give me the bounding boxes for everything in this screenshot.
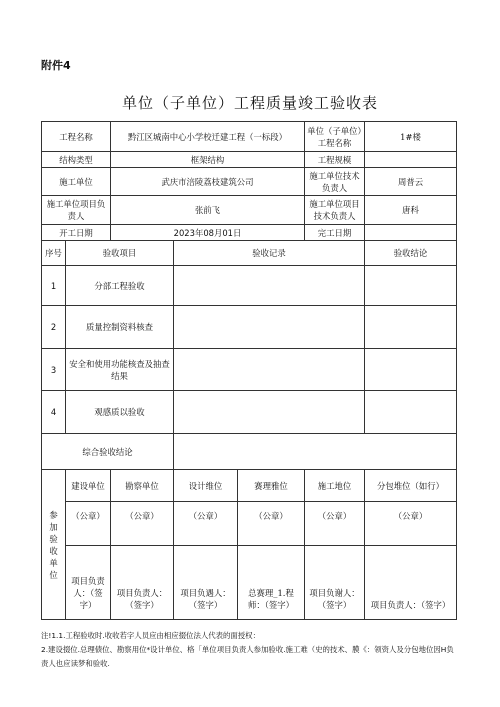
- seal-placeholder: （公章）: [305, 502, 365, 546]
- finish-date-label: 完工日期: [305, 225, 365, 241]
- row-unit-names: [42, 470, 457, 502]
- unit-name: 建设单位: [66, 470, 111, 502]
- form-title: 单位（子单位）工程质量竣工验收表: [121, 94, 378, 112]
- footnote-2: 2.建设掇位.总理债位、勘察用位*设计单位、格「单位项目负责人参加验收.施工难（史的技术、膜《：领资人及分包地位因H负责人也应读梦和验收.: [41, 645, 454, 668]
- unit-name: 分包堆位（如行）: [365, 470, 457, 502]
- annex-label: 附件4: [41, 59, 71, 72]
- row-dates: [42, 225, 457, 241]
- seal-placeholder: （公章）: [111, 502, 174, 546]
- participants-label-text: 参 加 验 收 单 位: [49, 509, 58, 580]
- item-conclusion[interactable]: [365, 306, 457, 349]
- seal-placeholder: （公章）: [66, 502, 111, 546]
- item-number: 4: [42, 391, 66, 434]
- finish-date-value: [365, 225, 457, 241]
- item-header: 验收项目: [66, 241, 174, 266]
- footnote-1: 注!1.1.工程验收时.收收若字人员应由相应掇位法人代表的面授权：: [41, 631, 260, 640]
- contractor-value: 武庆市涪陵荔枝建筑公司: [111, 168, 305, 196]
- row-signatures: [42, 546, 457, 620]
- row-contractor: [42, 168, 457, 196]
- unit-name: 勘察单位: [111, 470, 174, 502]
- item-number: 1: [42, 266, 66, 306]
- footnotes: [41, 629, 459, 671]
- signature-field[interactable]: 总赛理_1.程师：（签字）: [238, 546, 305, 620]
- item-name: 安全和使用功能核查及抽查结果: [66, 349, 174, 391]
- unit-name: 设计维位: [174, 470, 238, 502]
- row-overall-conclusion: [42, 434, 457, 470]
- item-conclusion[interactable]: [365, 391, 457, 434]
- conclusion-header: 验收结论: [365, 241, 457, 266]
- project-tech-label: 施工单位项目技术负责人: [305, 196, 365, 225]
- signature-field[interactable]: 项目负责人：（签字）: [66, 546, 111, 620]
- scale-value: [365, 152, 457, 168]
- seal-placeholder: （公章）: [174, 502, 238, 546]
- unit-project-value: 1#楼: [365, 122, 457, 152]
- project-tech-value: 唐科: [365, 196, 457, 225]
- item-name: 分部工程验收: [66, 266, 174, 306]
- tech-lead-label: 施工单位技术负责人: [305, 168, 365, 196]
- pm-label: 施工单位项目负责人: [42, 196, 111, 225]
- overall-conclusion-label: 综合验收结论: [42, 434, 174, 470]
- tech-lead-value: 周普云: [365, 168, 457, 196]
- item-name: 观感质以验收: [66, 391, 174, 434]
- scale-label: 工程规模: [305, 152, 365, 168]
- start-date-value: 2023年08月01日: [111, 225, 305, 241]
- item-record[interactable]: [174, 349, 365, 391]
- signature-field[interactable]: 项目负遇人：（签字）: [174, 546, 238, 620]
- participants-label: [42, 470, 66, 620]
- table-row: [42, 306, 457, 349]
- item-record[interactable]: [174, 266, 365, 306]
- structure-label: 结构类型: [42, 152, 111, 168]
- signature-field[interactable]: 项目负责人：（签字）: [111, 546, 174, 620]
- acceptance-form: [41, 121, 457, 620]
- item-number: 3: [42, 349, 66, 391]
- project-name-value: 黔江区城南中心小学校迁建工程（一标段）: [111, 122, 305, 152]
- item-record[interactable]: [174, 391, 365, 434]
- item-number: 2: [42, 306, 66, 349]
- table-row: [42, 349, 457, 391]
- item-conclusion[interactable]: [365, 349, 457, 391]
- item-name: 质量控制资料核查: [66, 306, 174, 349]
- unit-name: 施工地位: [305, 470, 365, 502]
- project-name-label: 工程名称: [42, 122, 111, 152]
- row-project-name: [42, 122, 457, 152]
- overall-conclusion-value[interactable]: [174, 434, 457, 470]
- item-record[interactable]: [174, 306, 365, 349]
- record-header: 验收记录: [174, 241, 365, 266]
- row-item-headers: [42, 241, 457, 266]
- table-row: [42, 266, 457, 306]
- unit-name: 赛理雅位: [238, 470, 305, 502]
- signature-field[interactable]: 项目负责人：（签字）: [365, 546, 457, 620]
- unit-project-label: 单位（子单位）工程名称: [305, 122, 365, 152]
- seal-placeholder: （公章）: [365, 502, 457, 546]
- row-seals: [42, 502, 457, 546]
- pm-value: 张前飞: [111, 196, 305, 225]
- seal-placeholder: （公章）: [238, 502, 305, 546]
- item-conclusion[interactable]: [365, 266, 457, 306]
- structure-value: 框架结构: [111, 152, 305, 168]
- start-date-label: 开工日期: [42, 225, 111, 241]
- row-project-manager: [42, 196, 457, 225]
- contractor-label: 施工单位: [42, 168, 111, 196]
- seq-header: 序号: [42, 241, 66, 266]
- signature-field[interactable]: 项目负谢人：（签字）: [305, 546, 365, 620]
- table-row: [42, 391, 457, 434]
- row-structure: [42, 152, 457, 168]
